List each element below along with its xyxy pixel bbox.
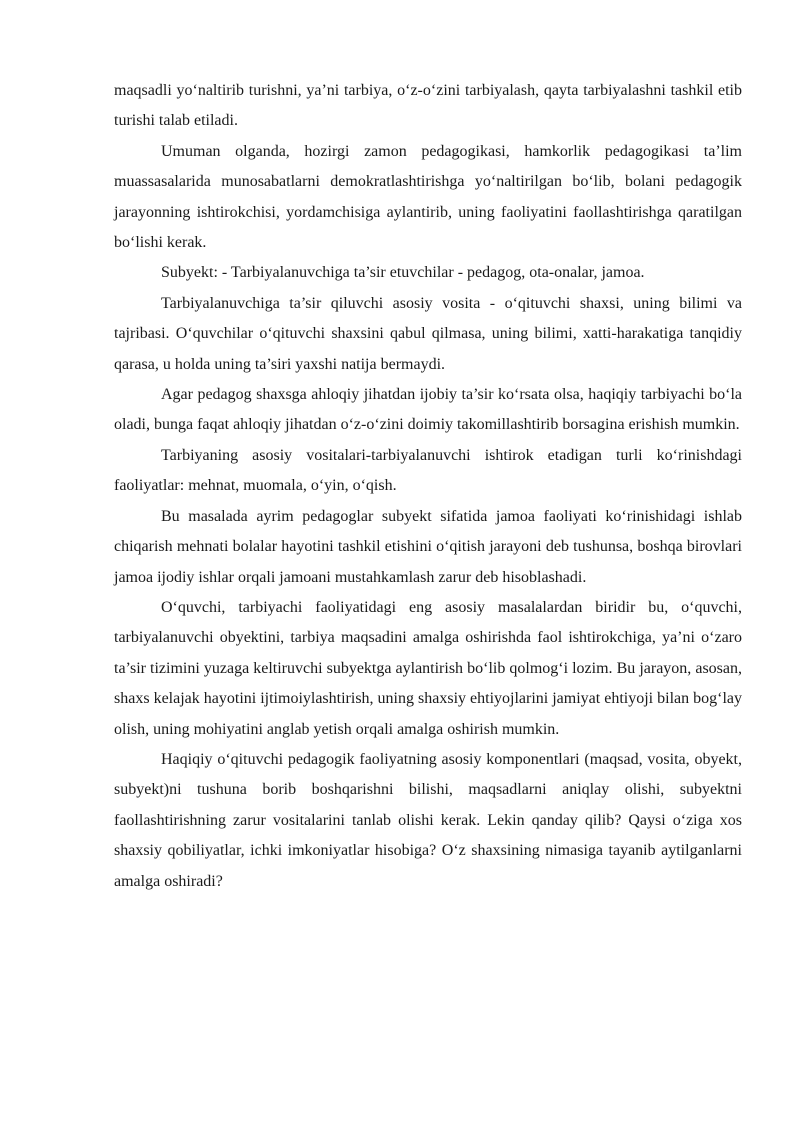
paragraph-continuation: maqsadli yo‘naltirib turishni, ya’ni tarbiya, o‘z-o‘zini tarbiyalash, qayta tarbiyalashni tashkil etib turishi talab etiladi. bbox=[114, 82, 742, 130]
paragraph: O‘quvchi, tarbiyachi faoliyatidagi eng asosiy masalalardan biridir bu, o‘quvchi, tarbiyalanuvchi obyektini, tarbiya maqsadini amalga oshirishda faol ishtirokchiga, ya’ni o‘zaro ta’sir tizimini yuzaga keltiruvchi subyektga aylantirish bo‘lib qolmog‘i lozim. Bu jarayon, asosan, shaxs kelajak hayotini ijtimoiylashtirish, uning shaxsiy ehtiyojlarini jamiyat ehtiyoji bilan bog‘lay olish, uning mohiyatini anglab yetish orqali amalga oshirish mumkin. bbox=[114, 598, 742, 738]
document-page bbox=[114, 76, 742, 897]
paragraph: Umuman olganda, hozirgi zamon pedagogikasi, hamkorlik pedagogikasi ta’lim muassasalarida munosabatlarni demokratlashtirishga yo‘naltirilgan bo‘lib, bolani pedagogik jarayonning ishtirokchisi, yordamchisiga aylantirib, uning faoliyatini faollashtirishga qaratilgan bo‘lishi kerak. bbox=[114, 142, 742, 252]
paragraph: Bu masalada ayrim pedagoglar subyekt sifatida jamoa faoliyati ko‘rinishidagi ishlab chiqarish mehnati bolalar hayotini tashkil etishini o‘qitish jarayoni deb tushunsa, boshqa birovlari jamoa ijodiy ishlar orqali jamoani mustahkamlash zarur deb hisoblashadi. bbox=[114, 507, 742, 586]
paragraph: Haqiqiy o‘qituvchi pedagogik faoliyatning asosiy komponentlari (maqsad, vosita, obyekt, subyekt)ni tushuna borib boshqarishni bilishi, maqsadlarni aniqlay olishi, subyektni faollashtirishning zarur vositalarini tanlab olishi kerak. Lekin qanday qilib? Qaysi o‘ziga xos shaxsiy qobiliyatlar, ichki imkoniyatlar hisobiga? O‘z shaxsining nimasiga tayanib aytilganlarni amalga oshiradi? bbox=[114, 750, 742, 890]
paragraph: Agar pedagog shaxsga ahloqiy jihatdan ijobiy ta’sir ko‘rsata olsa, haqiqiy tarbiyachi bo‘la oladi, bunga faqat ahloqiy jihatdan o‘z-o‘zini doimiy takomillashtirib borsagina erishish mumkin. bbox=[114, 386, 742, 434]
paragraph: Subyekt: - Tarbiyalanuvchiga ta’sir etuvchilar - pedagog, ota-onalar, jamoa. bbox=[161, 264, 645, 282]
paragraph: Tarbiyalanuvchiga ta’sir qiluvchi asosiy vosita - o‘qituvchi shaxsi, uning bilimi va tajribasi. O‘quvchilar o‘qituvchi shaxsini qabul qilmasa, uning bilimi, xatti-harakatiga tanqidiy qarasa, u holda uning ta’siri yaxshi natija bermaydi. bbox=[114, 294, 742, 373]
paragraph: Tarbiyaning asosiy vositalari-tarbiyalanuvchi ishtirok etadigan turli ko‘rinishdagi faoliyatlar: mehnat, muomala, o‘yin, o‘qish. bbox=[114, 446, 742, 495]
